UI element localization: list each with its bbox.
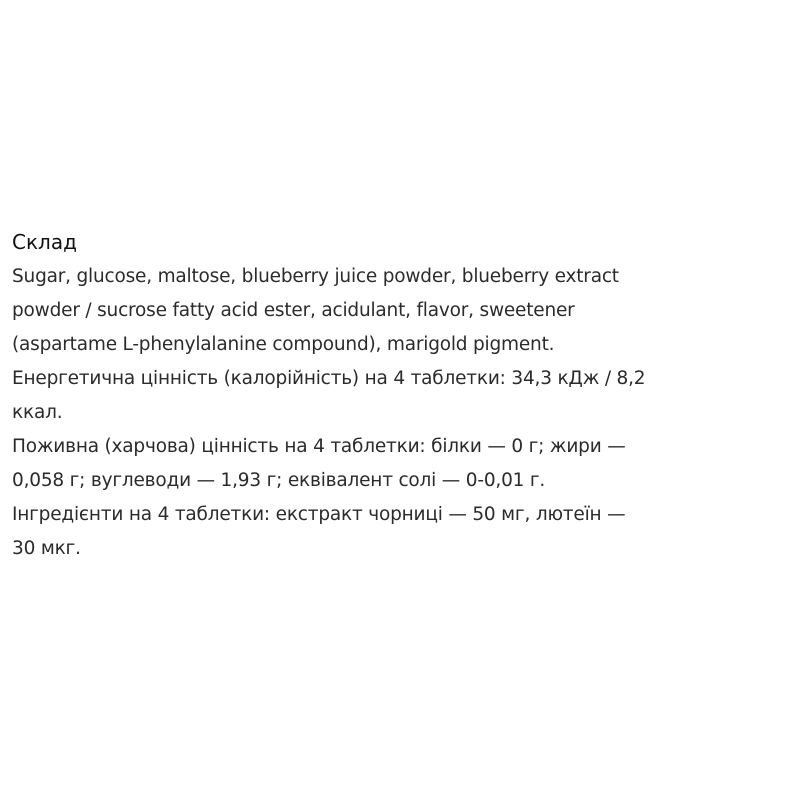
- active-ingredients-line-2: 30 мкг.: [12, 538, 81, 559]
- nutrition-value-line-1: Поживна (харчова) цінність на 4 таблетки: білки — 0 г; жири —: [12, 436, 626, 457]
- nutrition-value-line-2: 0,058 г; вуглеводи — 1,93 г; еквівалент солі — 0-0,01 г.: [12, 470, 546, 491]
- ingredients-line-1: Sugar, glucose, maltose, blueberry juice powder, blueberry extract: [12, 266, 619, 287]
- energy-value-line-2: ккал.: [12, 402, 63, 423]
- ingredients-line-3: (aspartame L-phenylalanine compound), marigold pigment.: [12, 334, 555, 355]
- composition-heading: Склад: [12, 230, 77, 254]
- composition-section: [12, 226, 790, 566]
- ingredients-line-2: powder / sucrose fatty acid ester, acidulant, flavor, sweetener: [12, 300, 575, 321]
- active-ingredients-line-1: Інгредієнти на 4 таблетки: екстракт чорниці — 50 мг, лютеїн —: [12, 504, 626, 525]
- composition-text: [12, 260, 790, 566]
- energy-value-line-1: Енергетична цінність (калорійність) на 4 таблетки: 34,3 кДж / 8,2: [12, 368, 646, 389]
